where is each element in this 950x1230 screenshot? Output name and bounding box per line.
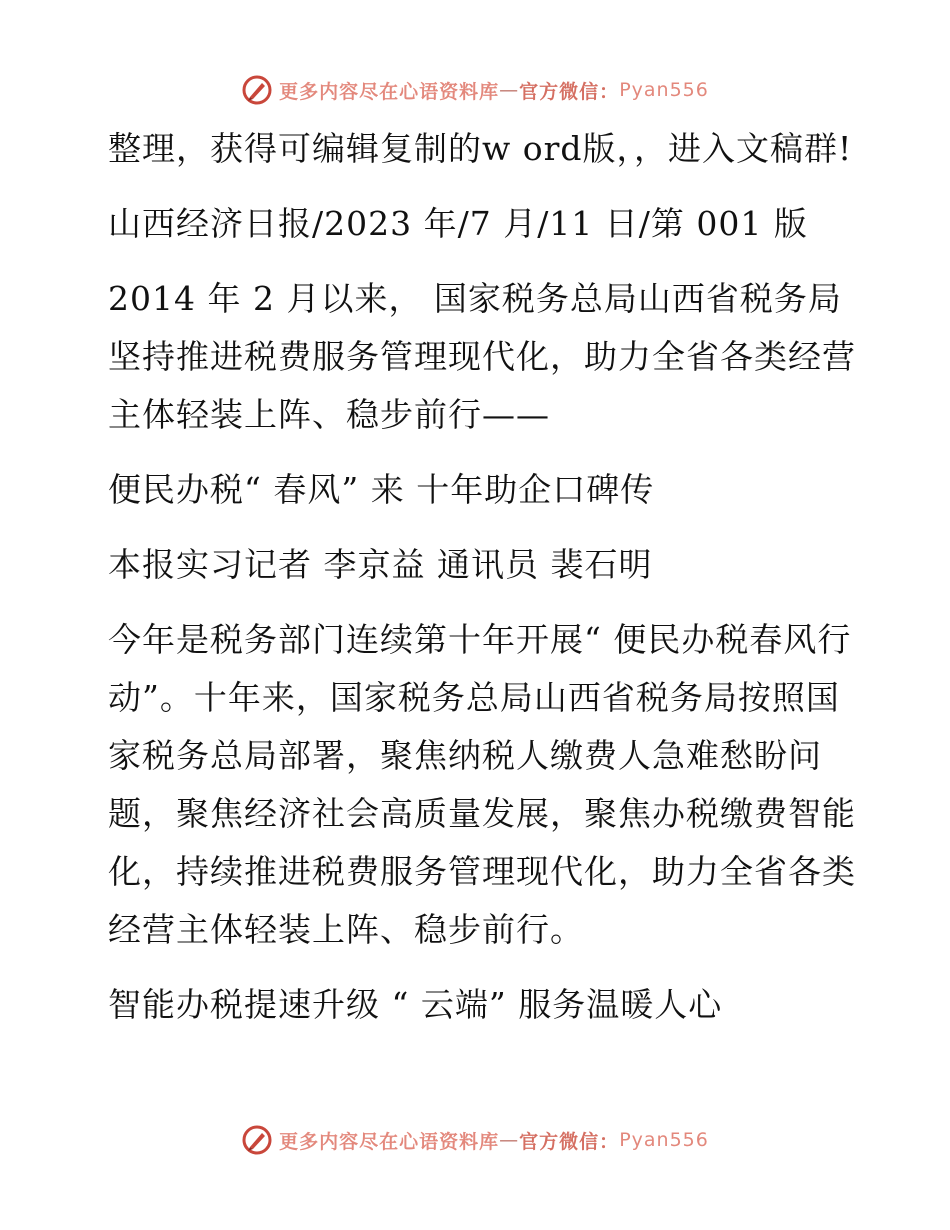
lead-paragraph: 2014 年 2 月以来， 国家税务总局山西省税务局坚持推进税费服务管理现代化，助力全省各类经营主体轻装上阵、稳步前行—— [108, 279, 856, 434]
banner-handle: Pyan556 [619, 79, 709, 101]
document-body [98, 120, 858, 1034]
headline: 便民办税“ 春风” 来 十年助企口碑传 [108, 470, 655, 509]
pen-logo-icon [241, 1124, 273, 1156]
source-line: 山西经济日报/2023 年/7 月/11 日/第 001 版 [108, 204, 808, 243]
banner-separator: — [499, 1129, 520, 1151]
banner-wechat-label: 官方微信： [519, 80, 620, 103]
pen-logo-icon [241, 74, 273, 106]
banner-wechat-label: 官方微信： [519, 1130, 620, 1153]
body-paragraph: 今年是税务部门连续第十年开展“ 便民办税春风行动”。十年来，国家税务总局山西省税务局按照国家税务总局部署，聚焦纳税人缴费人急难愁盼问题，聚焦经济社会高质量发展，聚焦办税缴费智能化，持续推进税费服务管理现代化，助力全省各类经营主体轻装上阵、稳步前行。 [108, 620, 856, 949]
banner-main-text: 更多内容尽在心语资料库 [279, 1130, 500, 1153]
header-banner [0, 70, 950, 110]
subheadline: 智能办税提速升级 “ 云端” 服务温暖人心 [108, 985, 723, 1024]
banner-main-text: 更多内容尽在心语资料库 [279, 80, 500, 103]
banner-separator: — [499, 79, 520, 101]
banner-handle: Pyan556 [619, 1129, 709, 1151]
footer-banner [0, 1120, 950, 1160]
intro-paragraph: 整理，获得可编辑复制的w ord版，，进入文稿群! [108, 129, 853, 168]
byline: 本报实习记者 李京益 通讯员 裴石明 [108, 545, 653, 584]
